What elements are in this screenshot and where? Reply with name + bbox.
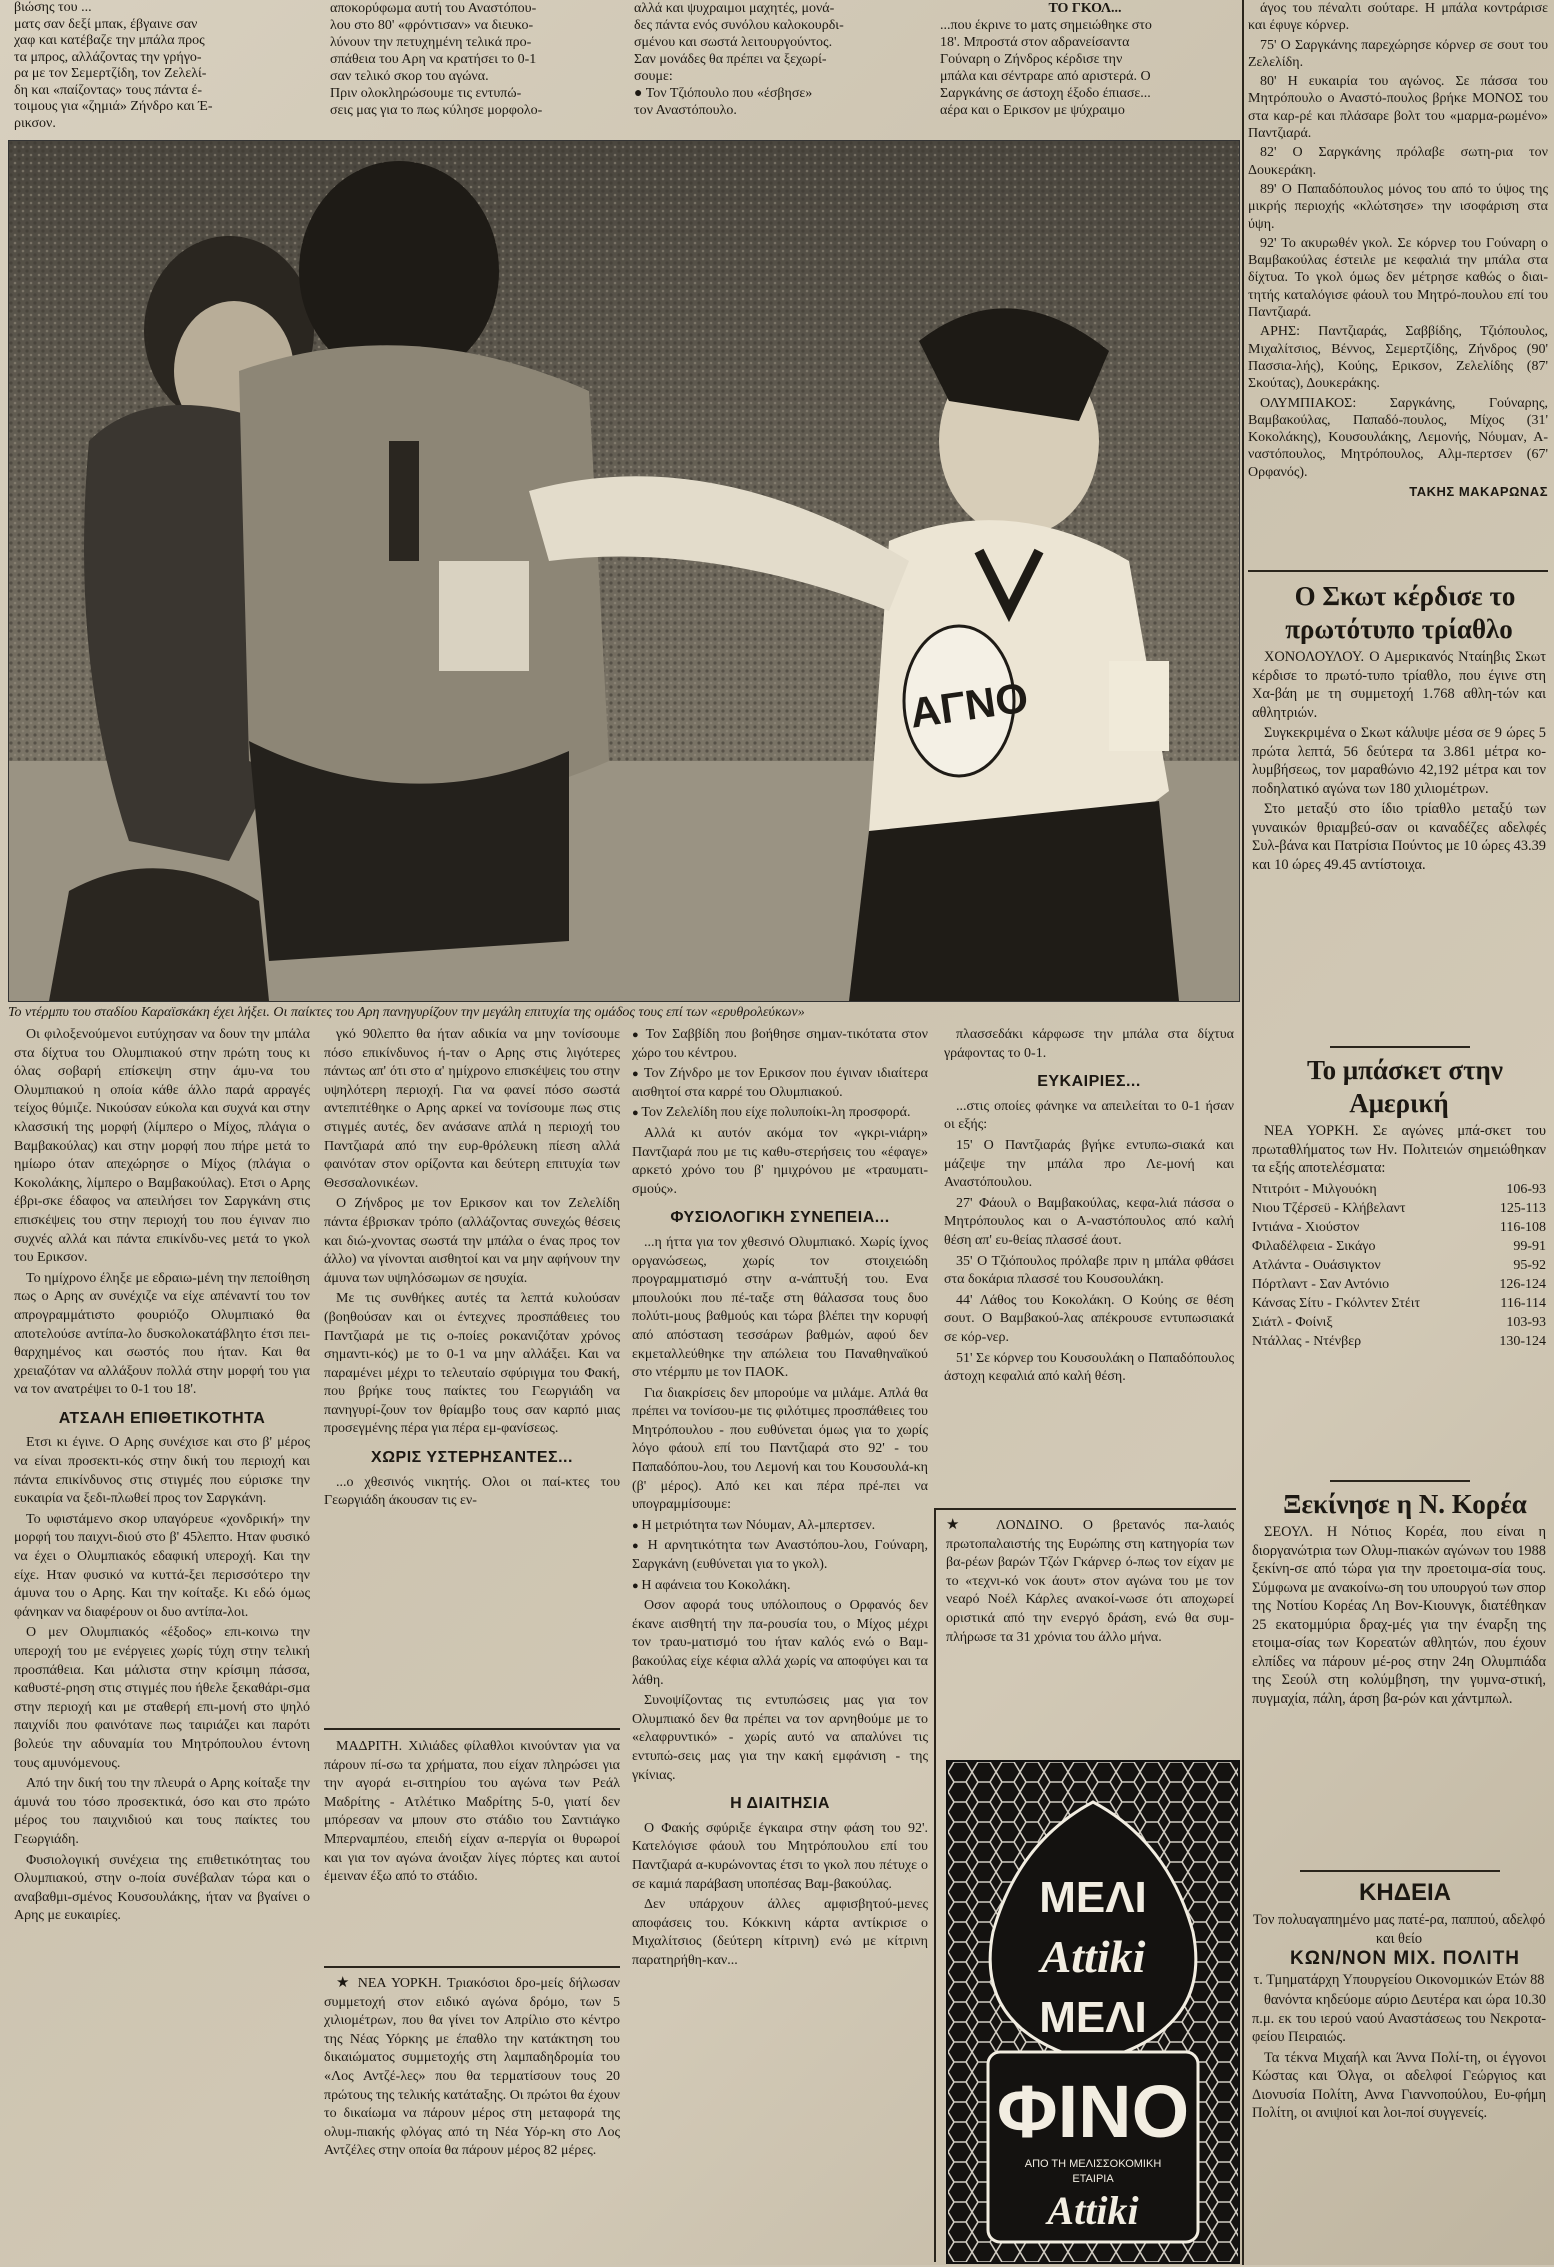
result-row	[1252, 1294, 1546, 1313]
korea-paragraph: ΣΕΟΥΛ. Η Νότιος Κορέα, που είναι η διοργανώτρια των Ολυμ-πιακών αγώνων του 1988 ξεκίνη-σε από τώρα για την προετοιμα-σία τους. Σύμφωνα με ανακοίνω-ση του υπουργού των σπορ της Νοτίου Κορέας Λη Βον-Κιουνγκ, διατέθηκαν 25 εκατομμύρια δραχ-μές για την έναρξη της ετοιμα-σίας των Κορεατών αθλητών, που έχουν ελπίδες να πάρουν μέ-ρος στην 24η Ολυμπιάδα της Σεούλ στη κολύμβηση, την γυμνα-στική, πυγμαχία, πάλη, άρση βα-ρών και χάντμπωλ.	[1252, 1524, 1546, 1707]
col2-top-line: λύνουν την πετυχημένη τελικά προ-	[330, 35, 532, 50]
article-paragraph: γκό 90λεπτο θα ήταν αδικία να μην τονίσουμε πόσο επικίνδυνος ή-ταν ο Αρης στις λιγότερες πάντως απ' ότι στο α' ημίχρονο επισκέψεις του στην υψηλότερη περιοχή. Για να φανεί πόσο σωστά αντεπιτέθηκε ο Αρης αρκεί να τονίσουμε πως στις στιγμές αυτές, δεν ανάσανε απλά η περιοχή του Παντζιαρά από την ευρ-θρόλευκη πίεση αλλά φαινόταν στον ορίζοντα και δεύτερη επιτυχία των Θεσσαλονικέων.	[324, 1027, 620, 1191]
result-teams: Νιου Τζέρσεϋ - Κλήβελαντ	[1252, 1200, 1406, 1216]
shirt-sponsor-text: ΑΓΝΟ	[906, 673, 1031, 737]
result-score: 125-113	[1499, 1200, 1546, 1216]
col1-top-line: τοιμους για «ζημιά» Ζήνδρο και Έ-	[14, 99, 213, 114]
col4-top-line: 18'. Μπροστά στον αδρανείσαντα	[940, 35, 1130, 50]
result-row	[1252, 1180, 1546, 1199]
match-photo	[8, 140, 1240, 1002]
ad-script-bottom: Attiki	[1047, 2188, 1139, 2233]
article-paragraph: 51' Σε κόρνερ του Κουσουλάκη ο Παπαδόπουλος άστοχη κεφαλιά από καλή θέση.	[944, 1350, 1234, 1385]
result-teams: Πόρτλαντ - Σαν Αντόνιο	[1252, 1276, 1390, 1292]
bullet-item: ● Η αρνητικότητα των Αναστόπου-λου, Γούναρη, Σαργκάνη (ευθύνεται για το γκολ).	[632, 1537, 928, 1574]
article-paragraph: Οσον αφορά τους υπόλοιπους ο Ορφανός δεν έκανε αισθητή την πα-ρουσία του, ο Μίχος μέχρι τον τραυ-ματισμό του ήταν καλός ενώ ο Βαμ-βακούλας είχε κέφια αλλά χωρίς να αποφύγει και τα λάθη.	[632, 1598, 928, 1688]
result-row	[1252, 1237, 1546, 1256]
photo-caption: Το ντέρμπυ του σταδίου Καραϊσκάκη έχει λήξει. Οι παίκτες του Αρη πανηγυρίζουν την μεγάλη επιτυχία της ομάδος τους επί των «ερυθρολεύκων»	[8, 1005, 805, 1020]
result-score: 116-114	[1500, 1295, 1546, 1311]
london-text: ★ ΛΟΝΔΙΝΟ. Ο βρετανός πα-λαιός πρωτοπαλαιστής της Ευρώπης στη κατηγορία των βα-ρέων βαρών Τζών Γκάρνερ ό-πως τον είχαν με το «τεχνι-κό νοκ άουτ» στον αγώνα του με τον νεαρό Νοέλ Κάρλες ανακοί-νωσε ότι αποχωρεί οριστικά από την ενεργό δράση, ενώ θα συμ-πλήρωσε τα 31 χρόνια του άλλο μήνα.	[946, 1516, 1234, 1647]
result-row	[1252, 1313, 1546, 1332]
triathlon-title: Ο Σκωτ κέρδισε το πρωτότυπο τρίαθλο	[1285, 581, 1516, 644]
col3-top-line: Σαν μονάδες θα πρέπει να ξεχωρί-	[634, 52, 827, 67]
article-paragraph: Δεν υπάρχουν άλλες αμφισβητού-μενες αποφάσεις του. Κόκκινη κάρτα αντίκρισε ο Μιχαλίτσιος (δεύτερη κίτρινη) ενώ με κίτρινη παρατηρήθη-καν...	[632, 1897, 928, 1968]
result-teams: Φιλαδέλφεια - Σικάγο	[1252, 1238, 1376, 1254]
body-col-3	[632, 1026, 928, 2262]
body-col-2	[324, 1026, 620, 1646]
article-paragraph: Από την δική του την πλευρά ο Αρης κοίταξε την άμυνά του τόσο προσεκτικά, όσο και στο πρώτο μέρος του παιχνιδιού και τους παίκτες του Γεωργιάδη.	[14, 1776, 310, 1847]
ad-brand-top: ΜΕΛΙ	[1039, 1873, 1147, 1922]
match-stat-paragraph: 75' Ο Σαργκάνης παρεχώρησε κόρνερ σε σουτ του Ζελελίδη.	[1248, 37, 1548, 70]
rule-london-top	[936, 1508, 1236, 1510]
article-paragraph: Αλλά κι αυτόν ακόμα τον «γκρι-νιάρη» Παντζιαρά που με τις καθυ-στερήσεις του «έφαγε» αρκετό χρόνο του β' ημιχρόνου με «τραυματι-σμούς».	[632, 1125, 928, 1197]
article-paragraph: Το υφιστάμενο σκορ υπαγόρευε «χονδρική» την μορφή του παιχνι-διού στο β' 45λεπτο. Ηταν φυσικό να έχει ο Ολυμπιακός εδαφική υπεροχή. Και την είχε. Ηταν φυσικό να κυττά-ξει περισσότερο την άμυνα του ο Αρης. Και την κοίταξε. Κι εδώ όμως φάνηκαν να διαφέρουν οι δυο αντίπα-λοι.	[14, 1511, 310, 1620]
result-teams: Ιντιάνα - Χιούστον	[1252, 1219, 1360, 1235]
col3-top-line: σουμε:	[634, 69, 673, 84]
triathlon-paragraph: ΧΟΝΟΛΟΥΛΟΥ. Ο Αμερικανός Νταίηβις Σκωτ κέρδισε το πρωτό-τυπο τρίαθλο, που έγινε στη Χα-βάη με τη συμμετοχή 1.768 αθλη-τών και αθλητριών.	[1252, 649, 1546, 721]
col4-top-line: Σαργκάνης σε άστοχη έξοδο έπιασε...	[940, 86, 1151, 101]
col2-top-line: σεις μας για το πως κύλησε μορφολο-	[330, 103, 543, 118]
result-teams: Σιάτλ - Φοίνιξ	[1252, 1314, 1333, 1330]
result-row	[1252, 1275, 1546, 1294]
author-signature: ΤΑΚΗΣ ΜΑΚΑΡΩΝΑΣ	[1409, 484, 1548, 500]
section-heading: Η ΔΙΑΙΤΗΣΙΑ	[730, 1795, 830, 1813]
col4-top-line: ...που έκρινε το ματς σημειώθηκε στο	[940, 18, 1152, 33]
ad-tagline-1: ΑΠΟ ΤΗ ΜΕΛΙΣΣΟΚΟΜΙΚΗ	[1024, 2158, 1162, 2170]
result-score: 116-108	[1499, 1219, 1546, 1235]
article-paragraph: Συνοψίζοντας τις εντυπώσεις μας για τον Ολυμπιακό δεν θα πρέπει να τον αρνηθούμε με το «ελαφρυντικό» - χωρίς αυτό να απαλύνει τις εντυπώ-σεις μας για την κακή εμφάνιση - της γκίνιας.	[632, 1693, 928, 1783]
result-row	[1252, 1218, 1546, 1237]
match-stat-paragraph: 80' Η ευκαιρία του αγώνος. Σε πάσσα του Μητρόπουλο ο Αναστό-πουλος βρήκε ΜΟΝΟΣ του στα καρ-ρέ και πλάσαρε βολτ του «μαρμα-ρωμένο» Παντζιαρά.	[1248, 74, 1548, 142]
madrid-brief	[324, 1738, 620, 1958]
bullet-item: ● Η αφάνεια του Κοκολάκη.	[632, 1577, 928, 1596]
col2-top-line: σαν τελικό σκορ του αγώνα.	[330, 69, 489, 84]
result-score: 103-93	[1506, 1314, 1546, 1330]
article-paragraph: ...στις οποίες φάνηκε να απειλείται το 0-1 ήσαν οι εξής:	[944, 1098, 1234, 1133]
ad-script-top: Attiki	[1040, 1931, 1146, 1982]
basketball-results	[1252, 1180, 1546, 1351]
result-score: 95-92	[1513, 1257, 1546, 1273]
bullet-item: ● Τον Ζήνδρο με τον Ερικσον που έγιναν ιδιαίτερα αισθητοί στα καρρέ του Ολυμπιακού.	[632, 1065, 928, 1102]
match-stat-paragraph: 89' Ο Παπαδόπουλος μόνος του από το ύψος της μικρής περιοχής «κλώτσησε» την ισοφάριση στα ύψη.	[1248, 181, 1548, 232]
result-score: 126-124	[1499, 1276, 1546, 1292]
newyork-brief	[324, 1974, 620, 2264]
article-paragraph: Φυσιολογική συνέχεια της επιθετικότητας του Ολυμπιακού, στην ο-ποία συνέβαλαν τώρα και ο αναβαθμι-σμένος Κουσουλάκης, ήταν να βγαίνει ο Αρης με ευκαιρίες.	[14, 1852, 310, 1924]
rule-bball-bottom	[1330, 1480, 1470, 1482]
article-paragraph: ...ο χθεσινός νικητής. Ολοι οι παί-κτες του Γεωργιάδη άκουσαν τις εν-	[324, 1474, 620, 1509]
result-row	[1252, 1332, 1546, 1351]
col4-top-line: μπάλα και σέντραρε από αριστερά. Ο	[940, 69, 1151, 84]
col1-top-text	[14, 0, 314, 138]
col3-top-line: τον Αναστόπουλο.	[634, 103, 737, 118]
col4-top-line: αέρα και ο Ερικσον με ψύχραιμο	[940, 103, 1125, 118]
triathlon-paragraph: Στο μεταξύ στο ίδιο τρίαθλο μεταξύ των γυναικών θριαμβεύ-σαν οι καναδέζες αδελφές Συλ-βάνα και Πατρίσια Πούντος με 10 ώρες 43.39 και 10 ώρες 49.45 αντίστοιχα.	[1252, 801, 1546, 873]
section-heading: ΦΥΣΙΟΛΟΓΙΚΗ ΣΥΝΕΠΕΙΑ...	[670, 1209, 890, 1227]
col4-top-text	[940, 0, 1230, 134]
bullet-item: ● Τον Σαββίδη που βοήθησε σημαν-τικότατα στον χώρο του κέντρου.	[632, 1026, 928, 1063]
article-paragraph: Το ημίχρονο έληξε με εδραιω-μένη την πεποίθηση πως ο Αρης αν συνέχιζε να είχε απέναντί του τον απρογραμμάτιστο φουριόζο Ολυμπιακό θα αποτελούσε αντίπα-λο δυσκολοκατάβλητο έτσι πει-θαρχημένος και σωστός που ήταν. Και θα χρειαζόταν να αλλάξουν πολλά στην μορφή του για να τον ανατρέψει το 0-1 του 18'.	[14, 1270, 310, 1398]
article-paragraph: 44' Λάθος του Κοκολάκη. Ο Κούης σε θέση σουτ. Ο Βαμβακού-λας απέκρουσε εντυπωσιακά σε κόρ-νερ.	[944, 1292, 1234, 1345]
rule-ny-top	[324, 1966, 620, 1968]
article-paragraph: Ο Φακής σφύριξε έγκαιρα στην φάση του 92'. Κατελόγισε φάουλ του Μητρόπουλου επί του Παντζιαρά α-κυρώνοντας έτσι το γκολ που πέτυχε ο σε καμιά παράβαση υποπέσας Βαμ-βακούλας.	[632, 1820, 928, 1892]
article-paragraph: πλασσεδάκι κάρφωσε την μπάλα στα δίχτυα γράφοντας το 0-1.	[944, 1027, 1234, 1061]
col5-top-text	[1248, 0, 1548, 548]
ad-tagline-2: ΕΤΑΙΡΙΑ	[1072, 2173, 1114, 2185]
article-paragraph: Ο μεν Ολυμπιακός «έξοδος» επι-κοινω την υπεροχή του με ενέργειες χωρίς τύχη στην τελική προσπάθεια. Και μάλιστα στην κρίσιμη πάσσα, καθυστέ-ρηση στις στιγμές που ήθελε ξεκαθάρι-σμα στην περιοχή και με σταθερή επι-μονή στο ψηλό παιχνίδι που φαινότανε πως ταιριάζει και παρότι βολεύε την αδυναμία του Μητρόπουλου έντονη τους αμυνόμενους.	[14, 1625, 310, 1771]
rule-right-column	[1242, 0, 1244, 2265]
col2-top-line: αποκορύφωμα αυτή του Αναστόπου-	[330, 1, 537, 16]
col2-top-line: Πριν ολοκληρώσουμε τις εντυπώ-	[330, 86, 522, 101]
section-heading: ΧΩΡΙΣ ΥΣΤΕΡΗΣΑΝΤΕΣ...	[371, 1449, 573, 1467]
rule-madrid-top	[324, 1728, 620, 1730]
match-stat-paragraph: άγος του πέναλτι σούταρε. Η μπάλα κοντράρισε και έφυγε κόρνερ.	[1248, 1, 1548, 34]
newyork-text: ★ ΝΕΑ ΥΟΡΚΗ. Τριακόσιοι δρο-μείς δήλωσαν συμμετοχή στον ειδικό αγώνα δρόμο, των 5 χιλιομέτρων, που θα γίνει τον Απρίλιο στο κέντρο της Νέας Υόρκης με έπαθλο την κατάκτηση του δικαιώματος συμμετοχής στη λαμπαδηδρομία του «Λος Αντζέ-λες» που θα τερματίσουν τους 20 πρώτους της τελικής κατάταξης. Οι πρώτοι θα έχουν το δικαίωμα να πάρουν μέρος στη μεταφορά της ολυμ-πιακής φλόγας από τη Νέα Υόρ-κη στο Λος Αντζέλες στην οποία θα πάρουν μέρος 82 μέρες.	[324, 1974, 620, 2161]
funeral-notice	[1252, 1876, 1546, 2262]
basketball-article	[1252, 1054, 1546, 1474]
result-teams: Κάνσας Σίτυ - Γκόλντεν Στέιτ	[1252, 1295, 1421, 1311]
result-score: 106-93	[1506, 1181, 1546, 1197]
result-row	[1252, 1256, 1546, 1275]
col4-top-line: Γούναρη ο Ζήνδρος κέρδισε την	[940, 52, 1123, 67]
madrid-text: ΜΑΔΡΙΤΗ. Χιλιάδες φίλαθλοι κινούνταν για να πάρουν πί-σω τα χρήματα, που είχαν πληρώσει για την αγορά ει-σιτηρίου του αγώνα των Ρεάλ Μαδρίτης - Ατλέτικο Μαδρίτης 5-0, γιατί δεν μπόρεσαν να μπουν στο στάδιο του Σαντιάγκο Μπερναμπέου, επειδή είχαν α-περγία οι θυρωροί και για τον αγώνα άνοιξαν λίγες πόρτες και αυτοί έμειναν έξω από το στάδιο.	[324, 1739, 620, 1885]
result-teams: Ντάλλας - Ντένβερ	[1252, 1333, 1362, 1349]
article-paragraph: Ετσι κι έγινε. Ο Αρης συνέχισε και στο β' μέρος να είναι προσεκτι-κός στην δική του περιοχή και πάντα επικίνδυνος στις στιγμές που εύρισκε την ευκαιρία να ξεδι-πλωθεί προς τον Σαργκάνη.	[14, 1435, 310, 1507]
triathlon-article	[1252, 580, 1546, 1040]
article-paragraph: Με τις συνθήκες αυτές τα λεπτά κυλούσαν (βοηθούσαν και οι έντεχνες προσπάθειες του Παντζιαρά με τις ο-ποίες ροκανιζόταν χρόνος σημαντι-κός) με το 0-1 να μην αλλάξει. Και να παραμένει μέχρι το τελευταίο σφύριγμα του Φακή, που βρήκε τους παίκτες του Γεωργιάδη να πανηγυρί-ζουν τον θρίαμβο τους σαν καρπό μιας προσεγμένης πέρα για πέρα εμ-φανίσεως.	[324, 1291, 620, 1437]
col1-top-line: ρικσον.	[14, 115, 56, 131]
col2-top-line: λου στο 80' «φρόντισαν» να διευκο-	[330, 18, 534, 33]
body-col-1	[14, 1026, 310, 2262]
col1-top-line: ματς σαν δεξί μπακ, έβγαινε σαν	[14, 16, 198, 32]
section-heading: ΑΤΣΑΛΗ ΕΠΙΘΕΤΙΚΟΤΗΤΑ	[58, 1409, 266, 1427]
result-row	[1252, 1199, 1546, 1218]
funeral-paragraph: θανόντα κηδεύομε αύριο Δευτέρα και ώρα 10.30 π.μ. εκ του ιερού ναού Αναστάσεως του Νεκροτα-φείου Πειραιώς.	[1252, 1992, 1546, 2045]
korea-title: Ξεκίνησε η Ν. Κορέα	[1283, 1489, 1527, 1519]
col1-top-line: βιώσης του ...	[14, 0, 92, 15]
article-paragraph: 35' Ο Τζιόπουλος πρόλαβε πριν η μπάλα φθάσει στα δοκάρια πλασσέ του Κουσουλάκη.	[944, 1253, 1234, 1288]
korea-article	[1252, 1488, 1546, 1866]
triathlon-paragraph: Συγκεκριμένα ο Σκωτ κάλυψε μέσα σε 9 ώρες 5 πρώτα λεπτά, 56 δεύτερα τα 3.861 μέτρα κο-λυμβήσεως, τον μαραθώνιο 42,192 μέτρα και τον ποδηλατικό αγώνα των 180 χιλιομέτρων.	[1252, 725, 1546, 797]
basketball-title: Το μπάσκετ στην Αμερική	[1307, 1055, 1503, 1118]
col1-top-line: ρα με τον Σεμερτζίδη, τον Ζελελί-	[14, 66, 207, 81]
body-col-4	[944, 1026, 1234, 1506]
col1-top-line: χαφ και κατέβαζε την μπάλα προς	[14, 33, 205, 48]
match-stat-paragraph: 82' Ο Σαργκάνης πρόλαβε σωτη-ρια τον Δουκεράκη.	[1248, 145, 1548, 178]
funeral-paragraph: Τα τέκνα Μιχαήλ και Άννα Πολί-τη, οι έγγονοι Κώστας και Όλγα, οι αδελφοί Γεώργιος και Διονυσία Πολίτη, Αννα Γιαννοπούλου, Ευ-φήμη Πολίτη, οι ανιψιοί και λοι-ποί συγγενείς.	[1252, 2049, 1546, 2121]
col3-top-line: δες πάντα ενός συνόλου καλοκουρδι-	[634, 18, 844, 33]
ad-brand-main: ΦΙΝΟ	[996, 2070, 1190, 2153]
honey-advertisement	[946, 1760, 1240, 2264]
ad-brand-mid: ΜΕΛΙ	[1039, 1993, 1147, 2042]
funeral-name: ΚΩΝ/ΝΟΝ ΜΙΧ. ΠΟΛΙΤΗ	[1289, 1948, 1521, 1969]
result-score: 130-124	[1499, 1333, 1546, 1349]
article-paragraph: 15' Ο Παντζιαράς βγήκε εντυπω-σιακά και μάζεψε την μπάλα προ Λε-μονή και Αναστόπουλου.	[944, 1137, 1234, 1191]
result-teams: Ντιτρόιτ - Μιλγουόκη	[1252, 1181, 1377, 1197]
funeral-title: ΚΗΔΕΙΑ	[1359, 1879, 1451, 1906]
result-teams: Ατλάντα - Ουάσιγκτον	[1252, 1257, 1381, 1273]
col3-top-text	[634, 0, 919, 130]
col2-top-text	[330, 0, 615, 130]
match-stat-paragraph: ΟΛΥΜΠΙΑΚΟΣ: Σαργκάνης, Γούναρης, Βαμβακούλας, Παπαδό-πουλος, Μίχος (31' Κοκολάκης), Κουσουλάκης, Λεμονής, Νόυμαν, Α-ναστόπουλος, Μητρόπουλος, Αλμ-περτσεν (67' Ορφανός).	[1248, 395, 1548, 480]
match-stat-paragraph: ΑΡΗΣ: Παντζιαράς, Σαββίδης, Τζιόπουλος, Μιχαλίτσιος, Βέννος, Σεμερτζίδης, Ζήνδρος (90' Πασσια-λής), Κούης, Ερικσον, Ζελελίδης (87' Σκούτας), Δουκεράκης.	[1248, 324, 1548, 392]
col2-top-line: σπάθεια του Αρη να κρατήσει το 0-1	[330, 52, 537, 67]
funeral-role: τ. Τμηματάρχη Υπουργείου Οικονομικών Ετών 88	[1253, 1971, 1545, 1988]
match-stat-paragraph: 92' Το ακυρωθέν γκολ. Σε κόρνερ του Γούναρη ο Βαμβακούλας έστειλε με κεφαλιά την μπάλα στα δίχτυα. Το γκολ όμως δεν μέτρησε καθώς ο διαι-τητής καταλόγισε φάουλ του Μητρό-πουλου επί του Παντζιαρά.	[1248, 235, 1548, 321]
article-paragraph: Οι φιλοξενούμενοι ευτύχησαν να δουν την μπάλα στα δίχτυα του Ολυμπιακού στην πρώτη τους κι όλας σοβαρή επίσκεψη στην άμυ-να του Ολυμπιακού η οποία κάθε άλλο παρά αρραγές τείχος θύμιζε. Νικούσαν εύκολα και συχνά και στην κλασσική της μορφή (λίμπερο ο Μίχος, πλάγια ο Βαμβακούλας) και στην μορφή που πήρε μετά το ημίωρο όταν απεχώρησε ο Μίχος (πλάγια ο Κοκολάκης, λίμπερο ο Βαμβακούλας). Ετσι ο Αρης έβρι-σκε έδαφος να απειλήσει τον Σαργκάνη στις επισκέψεις του στην περιοχή του που έγιναν πιο συχνές αλλά και πάντα επικίνδυ-νες μετά το γκολ του Ερικσον.	[14, 1027, 310, 1266]
col1-top-line: δη και «παίζοντας» τους πάντα έ-	[14, 82, 203, 98]
article-paragraph: 27' Φάουλ ο Βαμβακούλας, κεφα-λιά πάσσα ο Μητρόπουλος και ο Α-ναστόπουλος από καλή θέση απ' ευ-θείας πλασσέ άουτ.	[944, 1195, 1234, 1248]
col4-top-heading: ΤΟ ΓΚΟΛ...	[1048, 1, 1122, 16]
rule-right-top	[1248, 570, 1548, 572]
article-paragraph: ...η ήττα για τον χθεσινό Ολυμπιακό. Χωρίς ίχνος οργανώσεως, χωρίς τον στοιχειώδη προγραμματισμό στην α-νάπτυξή του. Ενα μπουλούκι που πέ-ταξε στη θάλασσα τους δυο πολύτι-μους βαθμούς και τώρα βλέπει την κορυφή από απόσταση τεσσάρων βαθμών, αφού δεν εκμεταλλεύθηκε την απώλεια του Παναθηναϊκού στο ντέρμπυ με τον ΠΑΟΚ.	[632, 1234, 928, 1381]
col3-top-line: αλλά και ψυχραιμοι μαχητές, μονά-	[634, 1, 835, 16]
bullet-item: ● Τον Ζελελίδη που είχε πολυποίκι-λη προσφορά.	[632, 1104, 928, 1123]
bullet-item: ● Η μετριότητα των Νόυμαν, Αλ-μπερτσεν.	[632, 1517, 928, 1536]
rule-korea-bottom	[1300, 1870, 1500, 1872]
section-heading: ΕΥΚΑΙΡΙΕΣ...	[1037, 1073, 1141, 1091]
funeral-intro: Τον πολυαγαπημένο μας πατέ-ρα, παππού, αδελφό και θείο	[1252, 1912, 1546, 1947]
london-brief	[946, 1516, 1234, 1752]
basketball-intro: ΝΕΑ ΥΟΡΚΗ. Σε αγώνες μπά-σκετ του πρωταθλήματος των Ην. Πολιτειών σημειώθηκαν τα εξής αποτελέσματα:	[1252, 1123, 1546, 1176]
article-paragraph: Για διακρίσεις δεν μπορούμε να μιλάμε. Απλά θα πρέπει να τονίσου-με τις φιλότιμες προσπάθειες του Μητρόπουλου - που ευθύνεται όμως για το χωρίς λόγο φάουλ επί του Παντζιαρά στο 92' - του Παπαδόπου-λου, του Λεμονή και του Κουσουλά-κη (β' μέρος). Από κει και πέρα πρέ-πει να υπογραμμίσουμε:	[632, 1385, 928, 1513]
col3-top-line: σμένου και σωστά λειτουργούντος.	[634, 35, 833, 50]
col3-top-line: ● Τον Τζιόπουλο που «έσβησε»	[634, 86, 813, 101]
col1-top-line: τα μπρος, αλλάζοντας την γρήγο-	[14, 49, 202, 65]
result-score: 99-91	[1513, 1238, 1546, 1254]
rule-tri-bottom	[1330, 1046, 1470, 1048]
rule-london-left	[934, 1508, 936, 2262]
article-paragraph: Ο Ζήνδρος με τον Ερικσον και τον Ζελελίδη πάντα έβρισκαν τρόπο (αλλάζοντας συνεχώς θέσεις και διώ-χνοντας σωστά την μπάλα ο ένας προς τον άλλο) να γίνονται αισθητοί και να μην αφήνουν την άμυνα των υψηλόσωμων σε ησυχία.	[324, 1196, 620, 1286]
